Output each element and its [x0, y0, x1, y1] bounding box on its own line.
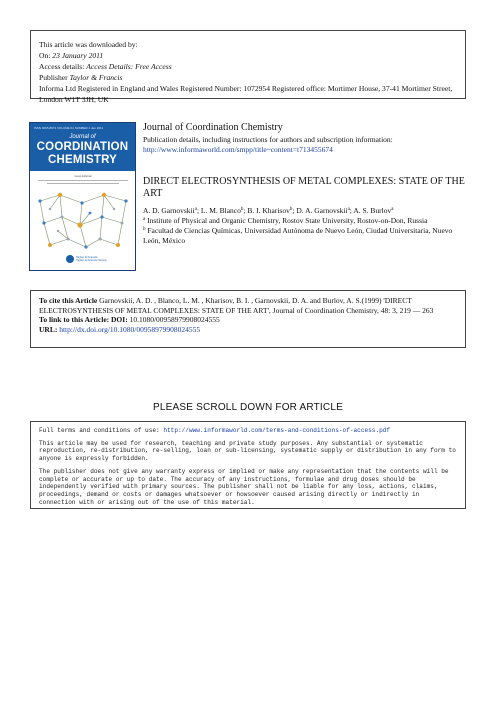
- journal-title: Journal of Coordination Chemistry: [143, 122, 283, 133]
- author-name: B. I. Kharisov: [247, 206, 290, 215]
- cover-chemistry: CHEMISTRY: [47, 154, 118, 166]
- logo-subtext: Taylor & Francis Group: [76, 258, 107, 263]
- download-date: 23 January 2011: [52, 51, 104, 60]
- doi-value: 10.1080/00958979908024555: [129, 315, 220, 325]
- affiliation-b: $^b$ Facultad de Ciencias Químicas, Universidad Autónoma de Nuevo León, Ciudad Universitaria, Nuevo León, México: [143, 226, 453, 245]
- doi-label: To link to this Article: DOI:: [39, 315, 128, 325]
- terms-link[interactable]: http://www.informaworld.com/terms-and-conditions-of-access.pdf: [163, 427, 391, 434]
- publication-details: Publication details, including instructions for authors and subscription information:: [143, 135, 393, 144]
- download-details-box: [30, 30, 466, 104]
- on-label: On:: [39, 51, 51, 60]
- disclaimer-paragraph: The publisher does not give any warranty express or implied or make any representation that the contents will be complete or accurate or up to date. The accuracy of any instructions, formulae and drug doses should be independently verified with primary sources. The publisher shall not be liable for any loss, actions, claims, proceedings, demand or costs or damages whatsoever or howsoever caused arising directly or indirectly in connection with or arising out of the use of this material.: [39, 467, 449, 506]
- scroll-down-notice: PLEASE SCROLL DOWN FOR ARTICLE: [153, 402, 343, 413]
- download-date-line: [39, 50, 457, 61]
- usage-paragraph: This article may be used for research, teaching and private study purposes. Any substantial or systematic reproduction, re-distribution, re-selling, loan or sub-licensing, systematic supply or distribution in any form to anyone is expressly forbidden.: [39, 439, 456, 463]
- taylor-francis-logo-icon: [66, 255, 74, 263]
- journal-cover-image: [29, 122, 136, 271]
- doi-line: [39, 315, 457, 325]
- url-label: URL:: [39, 324, 58, 334]
- cite-text: Garnovskii, A. D. , Blanco, L. M. , Kharisov, B. I. , Garnovskii, D. A. and Burlov, A. S.(1999) 'DIRECT ELECTROSYNTHESIS OF METAL COMPLEXES: STATE OF THE ART', Journal of Coordination Chemistry, 48: 3, 219 — 263: [39, 296, 434, 315]
- molecular-structure-illustration: [30, 187, 135, 255]
- informa-registration: Informa Ltd Registered in England and Wales Registered Number: 1072954 Registered office: Mortimer House, 37-41 Mortimer Street, London W1T 3JH, UK: [39, 84, 453, 104]
- article-metadata: [143, 122, 468, 246]
- cover-issn-line: ISSN 0095-8972 VOLUME 64 NUMBER 1 Jan 2011: [34, 126, 104, 130]
- cite-paragraph: [39, 296, 457, 315]
- access-label: Access details:: [39, 62, 85, 71]
- author-name: A. S. Burlov: [353, 206, 392, 215]
- terms-box: [30, 421, 466, 509]
- doi-url-link[interactable]: http://dx.doi.org/10.1080/00958979908024555: [59, 324, 201, 334]
- access-value: Access Details: Free Access: [86, 62, 172, 71]
- cover-coordination: COORDINATION: [36, 141, 129, 153]
- logo-text: Taylor & Francis: [76, 255, 98, 259]
- cover-title-band: [30, 123, 135, 171]
- author-list: A. D. Garnovskii$^a$; L. M. Blanco$^b$; B. I. Kharisov$^b$; D. A. Garnovskii$^a$; A. S. Burlov$^a$: [143, 206, 394, 215]
- cover-journal-of: Journal of: [69, 134, 96, 140]
- taylor-francis-logo: [66, 255, 107, 264]
- access-details-line: [39, 61, 457, 72]
- publisher-line: [39, 72, 457, 83]
- author-name: D. A. Garnovskii: [296, 206, 348, 215]
- affiliation-a: $^a$ Institute of Physical and Organic Chemistry, Rostov State University, Rostov-on-Don, Russia: [143, 216, 428, 225]
- publisher-value: Taylor & Francis: [69, 73, 123, 82]
- author-name: L. M. Blanco: [200, 206, 241, 215]
- author-name: A. D. Garnovskii: [143, 206, 195, 215]
- journal-link[interactable]: http://www.informaworld.com/smpp/title~content=t713455674: [143, 145, 333, 154]
- article-title: DIRECT ELECTROSYNTHESIS OF METAL COMPLEXES: STATE OF THE ART: [143, 176, 465, 199]
- cover-editorial-text: [38, 175, 128, 186]
- cite-label: To cite this Article: [39, 296, 98, 305]
- full-terms-line: [39, 427, 457, 435]
- url-line: [39, 325, 457, 335]
- citation-box: [30, 290, 466, 348]
- publisher-label: Publisher: [39, 73, 68, 82]
- downloaded-by-line: This article was downloaded by:: [39, 40, 138, 49]
- full-terms-label: Full terms and conditions of use:: [39, 427, 160, 434]
- cover-editorial-label: Guest Editorial: [74, 175, 92, 178]
